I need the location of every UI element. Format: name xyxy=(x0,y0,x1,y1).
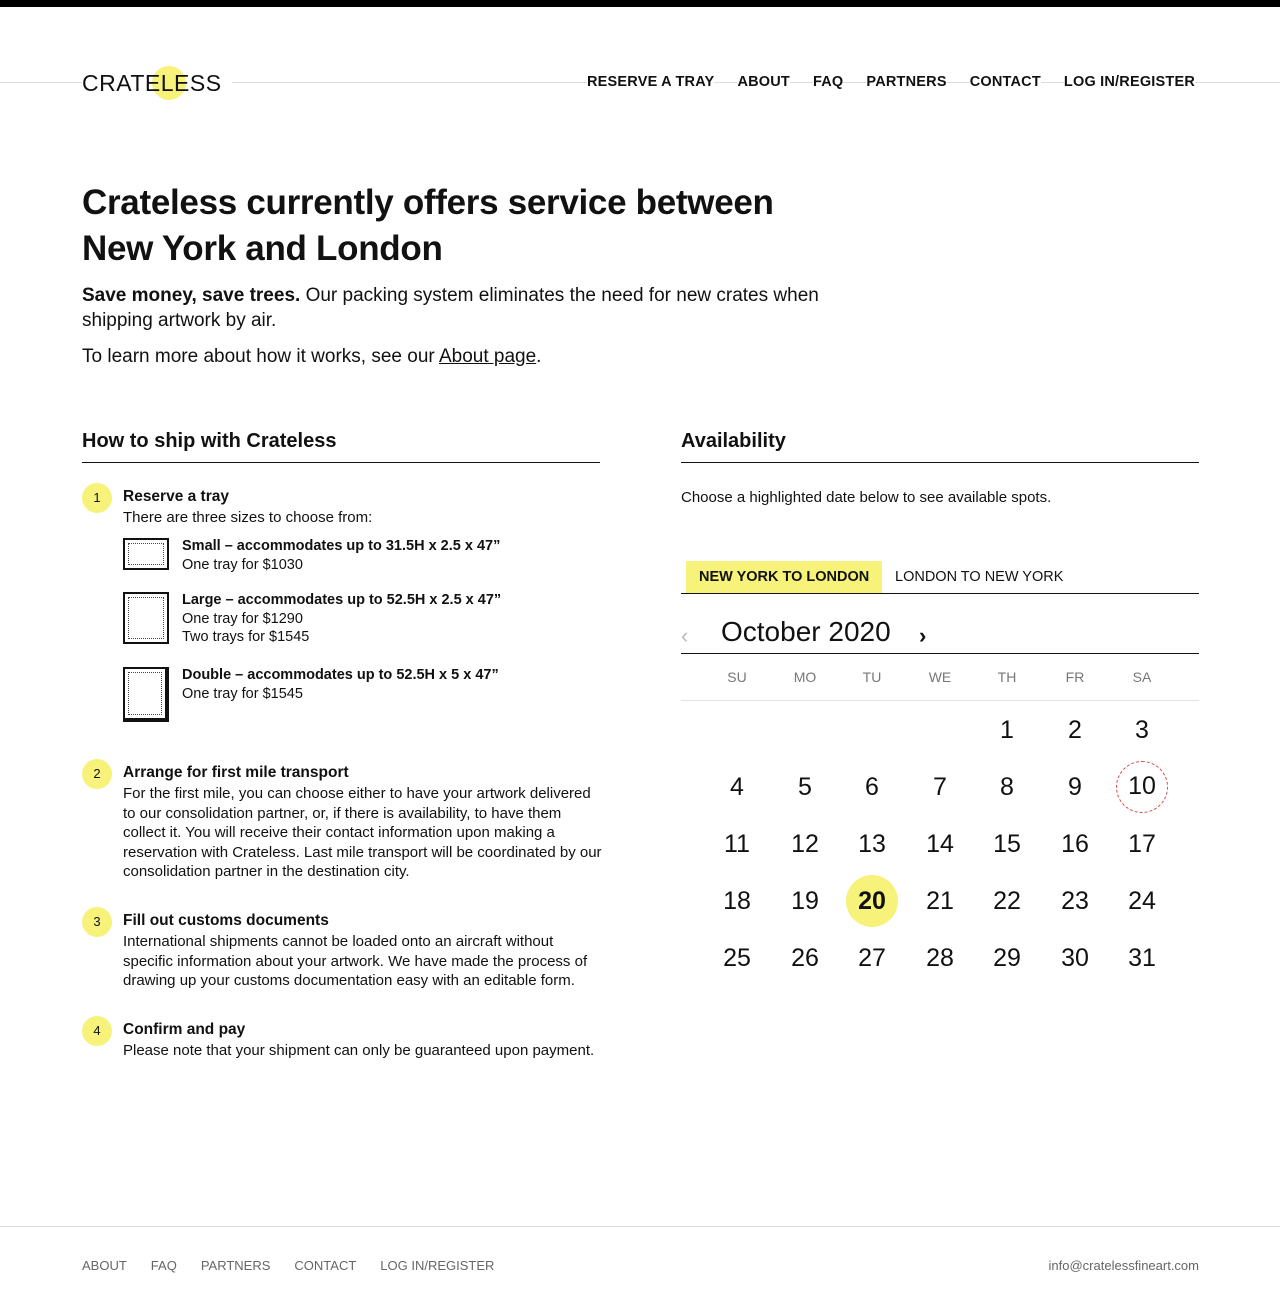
tab-new-york-to-london[interactable]: NEW YORK TO LONDON xyxy=(686,561,882,593)
hero-learn-more xyxy=(82,344,822,369)
calendar-day-24: 24 xyxy=(1128,887,1156,915)
calendar-day-15: 15 xyxy=(993,830,1021,858)
calendar-day-20[interactable]: 20 xyxy=(846,875,898,927)
learn-more-text: To learn more about how it works, see our xyxy=(82,346,439,367)
nav-partners[interactable]: PARTNERS xyxy=(866,70,946,94)
logo-text: CRATELESS xyxy=(82,70,222,96)
next-month-button[interactable]: › xyxy=(919,623,927,648)
weekday-th: TH xyxy=(997,669,1017,685)
calendar-day-7: 7 xyxy=(933,773,947,801)
step-title: Confirm and pay xyxy=(123,1021,246,1038)
step-title: Arrange for first mile transport xyxy=(123,764,349,781)
learn-more-end: . xyxy=(536,346,542,367)
calendar-day-6: 6 xyxy=(865,773,879,801)
calendar-day-5: 5 xyxy=(798,773,812,801)
calendar-day-17: 17 xyxy=(1128,830,1156,858)
nav-reserve-a-tray[interactable]: RESERVE A TRAY xyxy=(587,70,714,94)
weekday-fr: FR xyxy=(1065,669,1085,685)
availability-title: Availability xyxy=(681,430,786,452)
calendar-day-16: 16 xyxy=(1061,830,1089,858)
step-number: 2 xyxy=(82,759,112,789)
weekday-sa: SA xyxy=(1132,669,1152,685)
calendar-day-31: 31 xyxy=(1128,944,1156,972)
step-number: 1 xyxy=(82,483,112,513)
step-body: Please note that your shipment can only be guaranteed upon payment. xyxy=(123,1042,595,1059)
calendar-day-10[interactable]: 10 xyxy=(1116,761,1168,813)
prev-month-button[interactable]: ‹ xyxy=(681,623,689,648)
footer-faq[interactable]: FAQ xyxy=(150,1258,177,1273)
calendar-day-22: 22 xyxy=(993,887,1021,915)
footer-email[interactable]: info@cratelessfineart.com xyxy=(1048,1258,1199,1273)
calendar-day-29: 29 xyxy=(993,944,1021,972)
how-to-ship-rule xyxy=(82,462,600,463)
tray-title: Double – accommodates up to 52.5H x 5 x 47” xyxy=(182,667,499,683)
weekday-we: WE xyxy=(928,669,952,685)
step-title: Fill out customs documents xyxy=(123,912,329,929)
calendar-day-18: 18 xyxy=(723,887,751,915)
footer-contact[interactable]: CONTACT xyxy=(294,1258,357,1273)
calendar-day-21: 21 xyxy=(926,887,954,915)
calendar-header xyxy=(681,614,1199,654)
calendar-day-1: 1 xyxy=(1000,716,1014,744)
nav-about[interactable]: ABOUT xyxy=(737,70,790,94)
footer-about[interactable]: ABOUT xyxy=(82,1258,127,1273)
calendar-day-19: 19 xyxy=(791,887,819,915)
calendar-day-30: 30 xyxy=(1061,944,1089,972)
hero-intro-text: Our packing system eliminates the need for new crates when shipping artwork by air. xyxy=(82,285,819,331)
logo[interactable] xyxy=(82,66,232,102)
calendar-day-2: 2 xyxy=(1068,716,1082,744)
nav-contact[interactable]: CONTACT xyxy=(970,70,1041,94)
step-body: International shipments cannot be loaded onto an aircraft without specific information about your artwork. We have made the process of drawing up your customs documentation easy with an editable form. xyxy=(123,933,588,989)
tray-price: Two trays for $1545 xyxy=(182,629,310,645)
calendar-day-4: 4 xyxy=(730,773,744,801)
tray-title: Small – accommodates up to 31.5H x 2.5 x 47” xyxy=(182,538,501,554)
hero-intro xyxy=(82,283,822,333)
weekday-mo: MO xyxy=(793,669,817,685)
calendar-day-11: 11 xyxy=(724,830,750,858)
tab-london-to-new-york[interactable]: LONDON TO NEW YORK xyxy=(895,569,1064,585)
calendar-day-9: 9 xyxy=(1068,773,1082,801)
calendar-day-13: 13 xyxy=(858,830,886,858)
footer-login-register[interactable]: LOG IN/REGISTER xyxy=(380,1258,495,1273)
tray-price: One tray for $1545 xyxy=(182,686,303,702)
availability-intro: Choose a highlighted date below to see available spots. xyxy=(681,489,1052,506)
step-number: 3 xyxy=(82,907,112,937)
footer-partners[interactable]: PARTNERS xyxy=(200,1258,271,1273)
small-tray-icon xyxy=(123,538,169,570)
weekday-tu: TU xyxy=(862,669,882,685)
step-title: Reserve a tray xyxy=(123,488,229,505)
calendar-day-12: 12 xyxy=(791,830,819,858)
calendar-day-8: 8 xyxy=(1000,773,1014,801)
double-tray-icon xyxy=(123,667,169,722)
weekday-su: SU xyxy=(727,669,747,685)
availability-rule xyxy=(681,462,1199,463)
top-bar xyxy=(0,0,1280,7)
nav-login-register[interactable]: LOG IN/REGISTER xyxy=(1064,70,1195,94)
hero-intro-bold: Save money, save trees. xyxy=(82,285,301,306)
large-tray-icon xyxy=(123,592,169,644)
calendar-month: October 2020 xyxy=(721,616,891,647)
calendar-weekdays xyxy=(681,660,1199,701)
tray-price: One tray for $1290 xyxy=(182,611,303,627)
calendar-day-25: 25 xyxy=(723,944,751,972)
how-to-ship-title: How to ship with Crateless xyxy=(82,430,337,452)
calendar-day-27: 27 xyxy=(858,944,886,972)
step-number: 4 xyxy=(82,1016,112,1046)
calendar-day-14: 14 xyxy=(926,830,954,858)
calendar-day-3: 3 xyxy=(1135,716,1149,744)
main-nav xyxy=(587,70,1195,94)
about-page-link[interactable]: About page xyxy=(438,346,537,367)
calendar-day-23: 23 xyxy=(1061,887,1089,915)
footer-divider xyxy=(0,1226,1280,1227)
footer-nav xyxy=(82,1258,518,1273)
page-title: Crateless currently offers service between New York and London xyxy=(82,183,774,268)
calendar-day-26: 26 xyxy=(791,944,819,972)
route-tabs xyxy=(681,561,1199,594)
step-body: For the first mile, you can choose either to have your artwork delivered to our consolidation partner, or, if there is availability, to have them collect it. You will receive their contact information upon making a reservation with Crateless. Last mile transport will be coordinated by our consolidation partner in the destination city. xyxy=(123,785,602,880)
step-body: There are three sizes to choose from: xyxy=(123,509,373,526)
tray-title: Large – accommodates up to 52.5H x 2.5 x 47” xyxy=(182,592,502,608)
calendar-day-28: 28 xyxy=(926,944,954,972)
nav-faq[interactable]: FAQ xyxy=(813,70,843,94)
tray-price: One tray for $1030 xyxy=(182,557,303,573)
